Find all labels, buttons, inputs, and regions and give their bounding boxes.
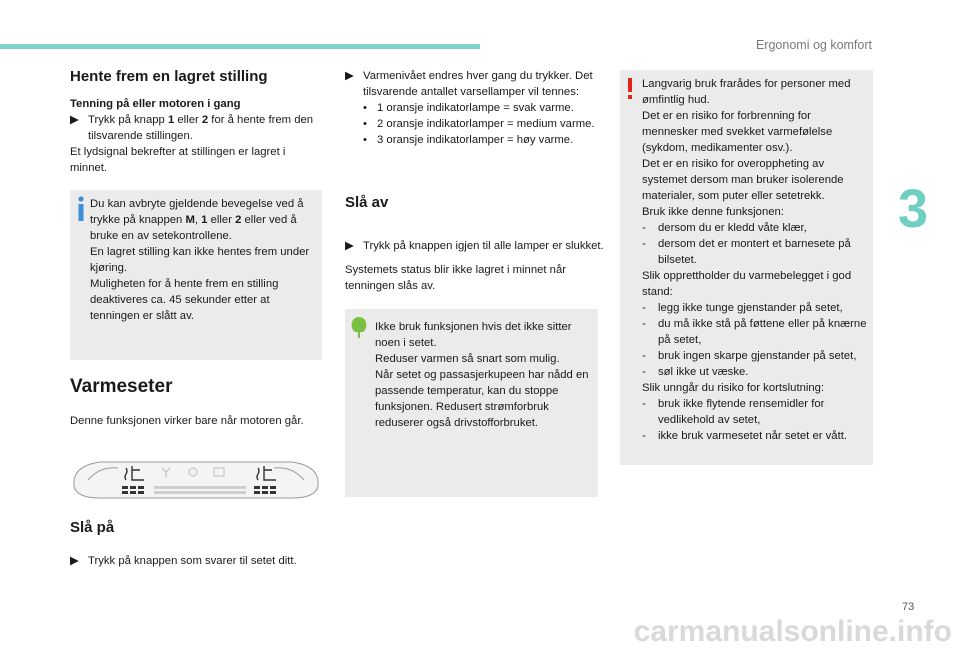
step-text-c: eller (174, 114, 202, 126)
warning-icon (626, 78, 634, 100)
info-line-3: Muligheten for å hente frem en stilling deaktiveres ca. 45 sekunder etter at tenningen er slått av. (90, 278, 279, 322)
eco-leaf-icon (349, 315, 369, 339)
turn-on-step (70, 553, 348, 569)
info-key-m: M (185, 214, 195, 226)
page-number: 73 (902, 601, 915, 613)
heated-seat-panel-illustration (70, 456, 322, 502)
info-key-2: 2 (235, 214, 242, 226)
warning-list2-item-1: legg ikke tunge gjenstander på setet, (658, 302, 843, 314)
info-text-a: Du kan avbryte gjeldende bevegelse ved å trykke på knappen (90, 198, 304, 226)
info-icon (76, 196, 86, 222)
warning-p4: Bruk ikke denne funksjonen: (642, 206, 784, 218)
level-bullet-2: • 2 oransje indikatorlamper = medium varme. (363, 118, 595, 130)
col1-recall-block (70, 96, 320, 176)
warning-p1: Langvarig bruk frarådes for personer med ømfintlig hud. (642, 78, 851, 106)
eco-text (375, 319, 595, 431)
recall-step (70, 112, 320, 144)
level-bullet-3: • 3 oransje indikatorlamper = høy varme. (363, 134, 574, 146)
warning-p6: Slik unngår du risiko for kortslutning: (642, 382, 825, 394)
header-accent-bar (0, 44, 480, 49)
step-key-1: 1 (167, 114, 175, 126)
warning-list3-item-2: ikke bruk varmesetet når setet er vått. (658, 430, 847, 442)
warning-list2-item: - legg ikke tunge gjenstander på setet, (642, 302, 843, 314)
warning-p5: Slik opprettholder du varmebelegget i god stand: (642, 270, 852, 298)
section-title: Ergonomi og komfort (755, 38, 872, 52)
info-key-1: 1 (201, 214, 208, 226)
warning-list1-item-2: dersom det er montert et barnesete på bilsetet. (658, 238, 851, 266)
warning-list2-item: - bruk ingen skarpe gjenstander på setet, (642, 350, 857, 362)
level-step-text: Varmenivået endres hver gang du trykker. Det tilsvarende antallet varsellamper vil tennes: (363, 70, 593, 98)
heated-seats-intro: Denne funksjonen virker bare når motoren går. (70, 415, 304, 427)
heading-heated-seats: Varmeseter (70, 376, 173, 397)
status-not-saved-text: Systemets status blir ikke lagret i minnet når tenningen slås av. (345, 264, 567, 292)
info-text (90, 196, 316, 324)
col2-levels-block (345, 68, 595, 148)
arrow-step-icon: ▶︎ (345, 70, 354, 82)
warning-list3-item: - ikke bruk varmesetet når setet er vått. (642, 430, 847, 442)
eco-line-1: Ikke bruk funksjonen hvis det ikke sitter noen i setet. (375, 321, 572, 349)
subheading-ignition: Tenning på eller motoren i gang (70, 98, 241, 110)
eco-line-2: Reduser varmen så snart som mulig. (375, 353, 560, 365)
warning-list2-item-2: du må ikke stå på føttene eller på knærne på setet, (658, 318, 867, 346)
watermark: carmanualsonline.info (633, 615, 952, 648)
warning-list1-item: - dersom du er kledd våte klær, (642, 222, 807, 234)
arrow-step-icon: ▶︎ (70, 555, 79, 567)
heading-recall-position: Hente frem en lagret stilling (70, 68, 268, 85)
level-bullet-1: • 1 oransje indikatorlampe = svak varme. (363, 102, 574, 114)
info-line-2: En lagret stilling kan ikke hentes frem under kjøring. (90, 246, 310, 274)
info-text-b: eller ved å bruke en av setekontrollene. (90, 214, 297, 242)
step-text-a: Trykk på knapp (88, 114, 168, 126)
warning-list2-item: - søl ikke ut væske. (642, 366, 749, 378)
arrow-step-icon: ▶︎ (345, 240, 354, 252)
turn-on-step-text: Trykk på knappen som svarer til setet ditt. (88, 555, 297, 567)
warning-list3-item-1: bruk ikke flytende rensemidler for vedlikehold av setet, (658, 398, 825, 426)
info-box-interrupt (70, 190, 322, 360)
heading-turn-on: Slå på (70, 519, 115, 536)
warning-p2: Det er en risiko for forbrenning for mennesker med svekket varmefølelse (sykdom, medikamenter osv.). (642, 110, 833, 154)
warning-list2-item-3: bruk ingen skarpe gjenstander på setet, (658, 350, 857, 362)
level-bullet-1-text: 1 oransje indikatorlampe = svak varme. (377, 102, 574, 114)
info-sep-1: , (194, 214, 202, 226)
warning-list2-item-4: søl ikke ut væske. (658, 366, 749, 378)
level-bullet-3-text: 3 oransje indikatorlamper = høy varme. (377, 134, 574, 146)
level-bullet-2-text: 2 oransje indikatorlamper = medium varme. (377, 118, 595, 130)
warning-list3-item: - bruk ikke flytende rensemidler for vedlikehold av setet, (642, 398, 825, 426)
heading-turn-off: Slå av (345, 194, 389, 211)
eco-box (345, 309, 598, 497)
info-sep-2: eller (207, 214, 236, 226)
info-line-1 (90, 196, 316, 244)
turn-off-step (345, 238, 608, 254)
step-text-e: for å hente frem den tilsvarende stillingen. (88, 114, 314, 142)
chapter-number: 3 (898, 179, 929, 239)
warning-box (620, 70, 873, 465)
arrow-step-icon: ▶︎ (70, 114, 79, 126)
turn-off-step-text: Trykk på knappen igjen til alle lamper er slukket. (363, 240, 604, 252)
warning-p3: Det er en risiko for overoppheting av systemet dersom man bruker isolerende materialer, som puter eller setetrekk. (642, 158, 844, 202)
warning-list2-item: - du må ikke stå på føttene eller på knærne på setet, (642, 318, 867, 346)
warning-list1-item-1: dersom du er kledd våte klær, (658, 222, 807, 234)
beep-confirmation-text: Et lydsignal bekrefter at stillingen er lagret i minnet. (70, 146, 286, 174)
warning-text (642, 76, 868, 444)
level-step (345, 68, 595, 100)
eco-line-3: Når setet og passasjerkupeen har nådd en passende temperatur, kan du stoppe funksjonen. Redusert strømforbruk reduserer også drivstofforbruket. (375, 369, 589, 429)
step-key-2: 2 (201, 114, 209, 126)
warning-list1-item: - dersom det er montert et barnesete på bilsetet. (642, 238, 851, 266)
